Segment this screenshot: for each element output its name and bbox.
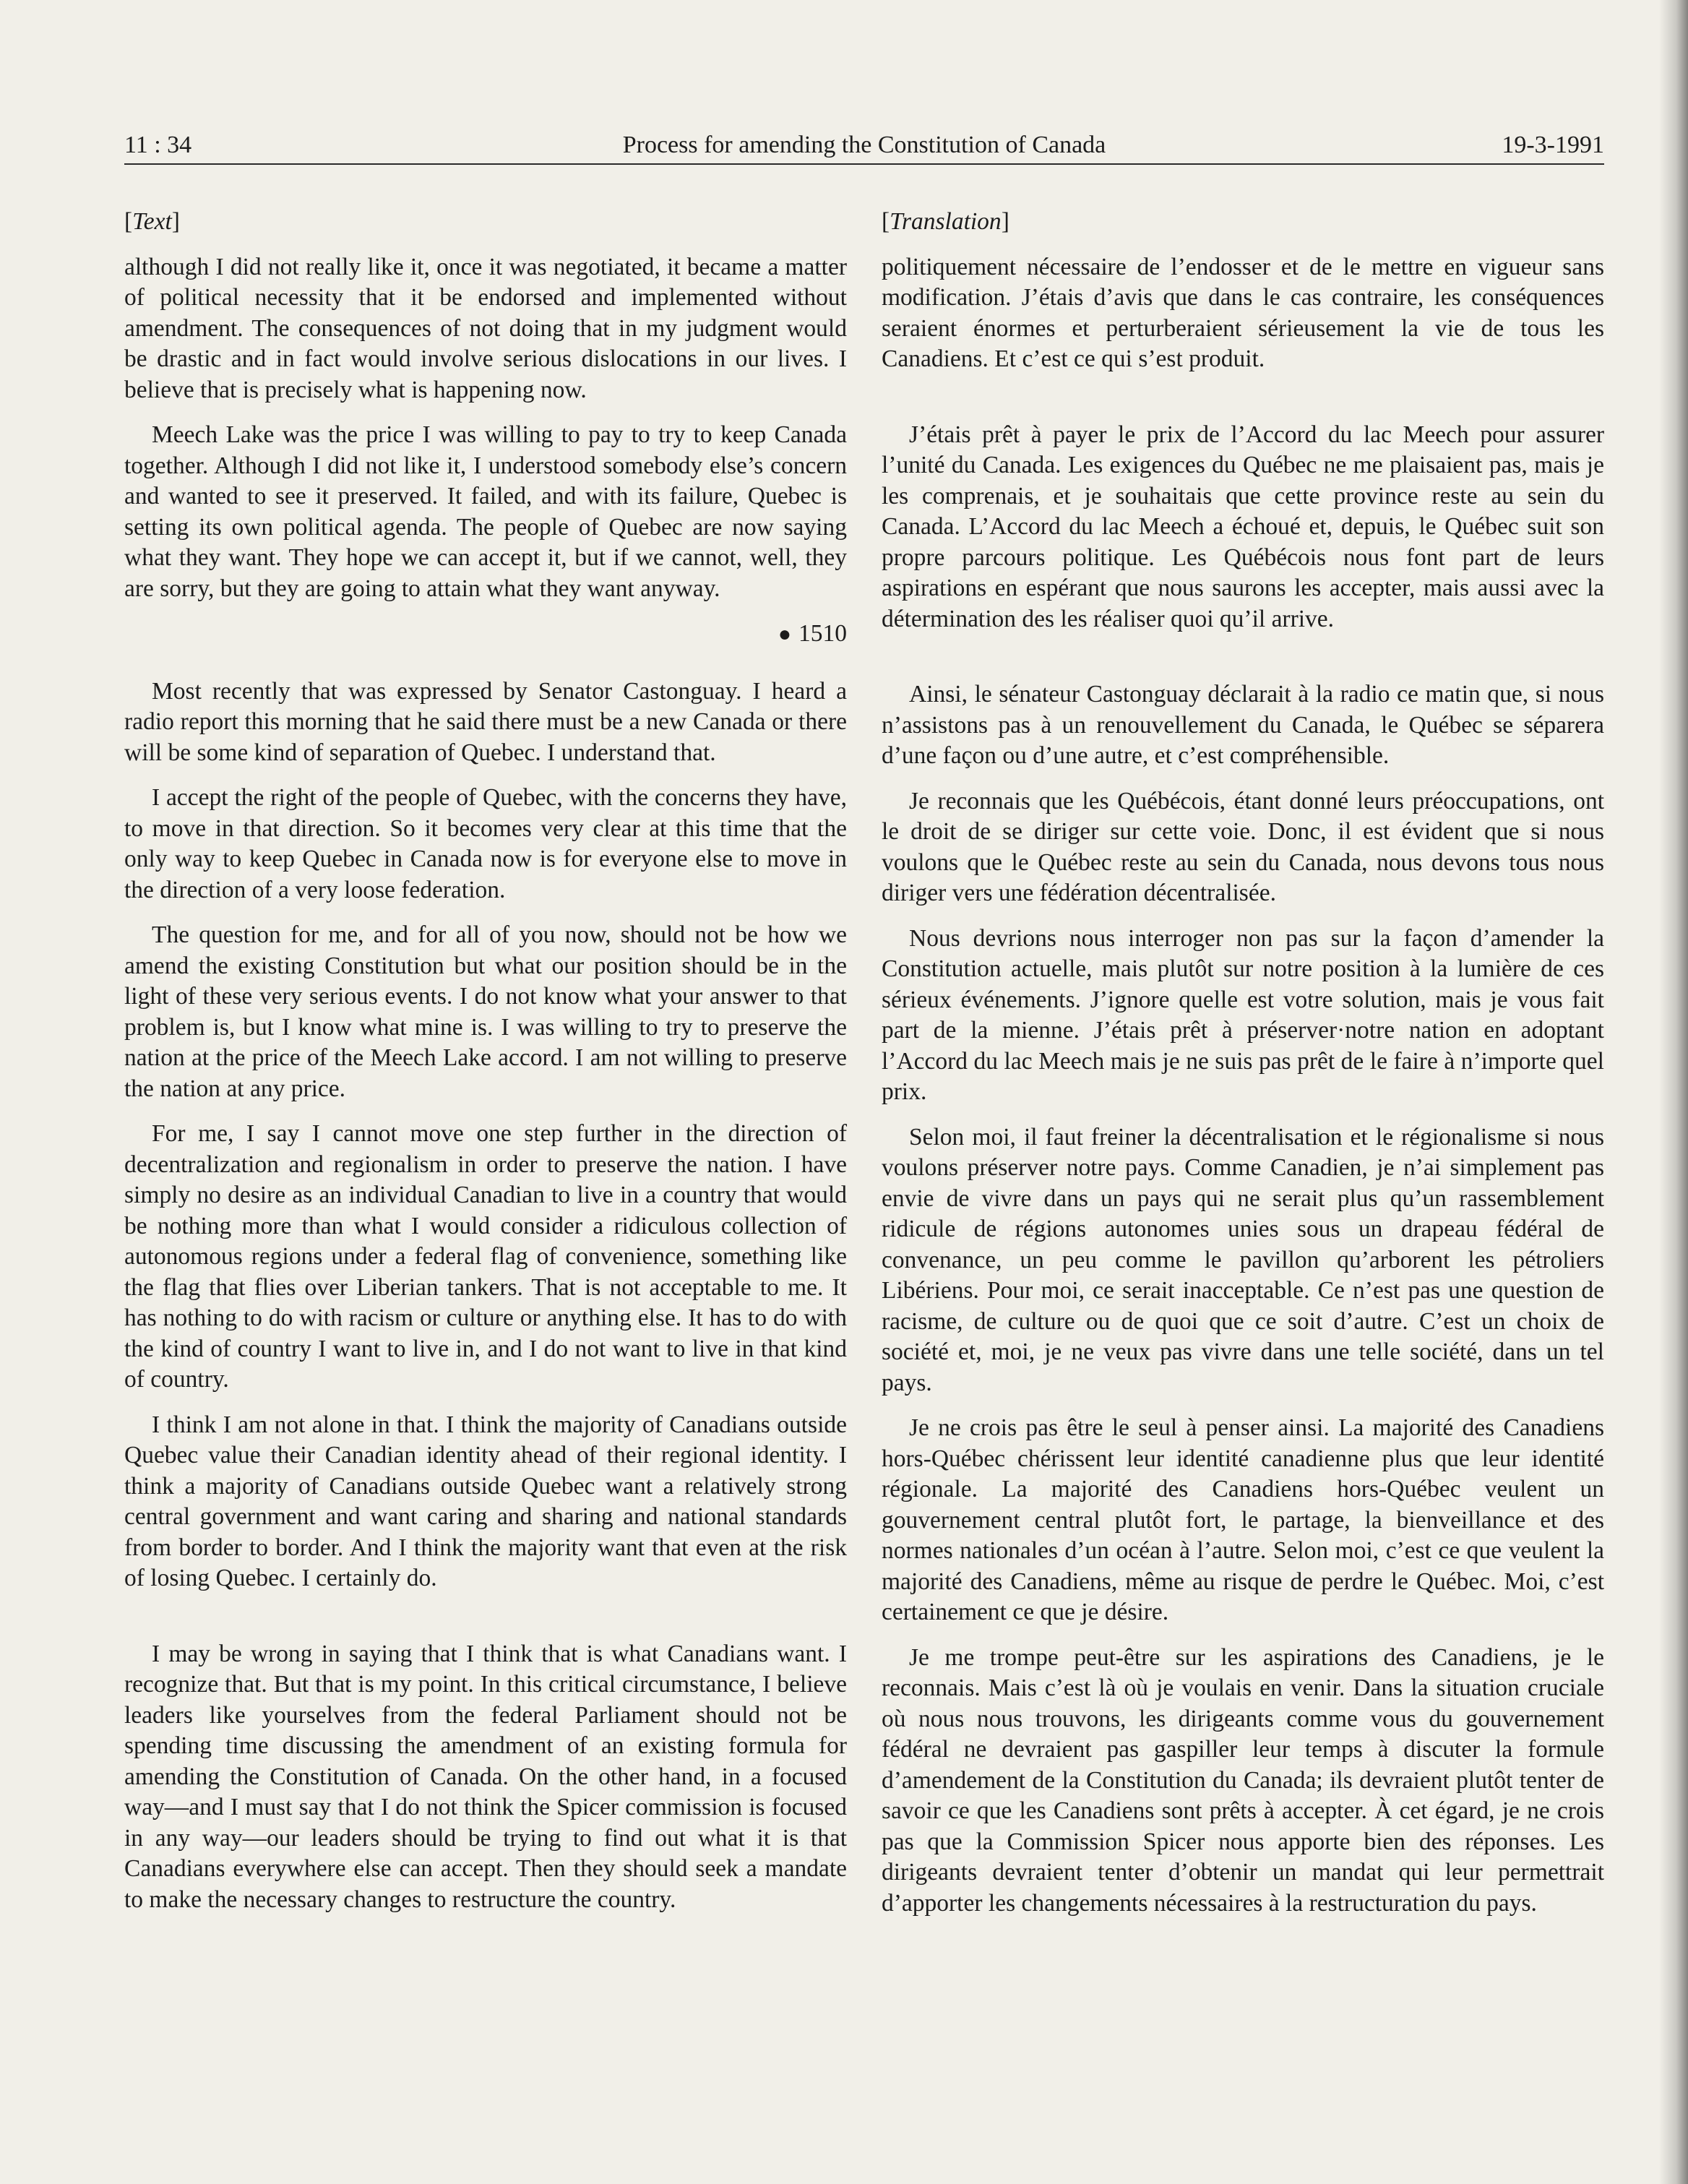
document-title: Process for amending the Constitution of Canada [622, 132, 1106, 158]
paragraph: J’étais prêt à payer le prix de l’Accord du lac Meech pour assurer l’unité du Canada. Les exigences du Québec ne me plaisaient pas, mais je les comprenais, et je souhaitais que cette province reste au sein du Canada. L’Accord du lac Meech a échoué et, depuis, le Québec suit son propre parcours politique. Les Québécois nous font part de leurs aspirations en espérant que nous saurons les accepter, mais aussi avec la détermination des les réaliser quoi qu’il arrive. [882, 421, 1604, 632]
paragraph: Je reconnais que les Québécois, étant donné leurs préoccupations, ont le droit de se diriger sur cette voie. Donc, il est évident que si nous voulons que le Québec reste au sein du Canada, nous devons tous nous diriger vers une fédération décentralisée. [882, 787, 1604, 906]
timestamp: ● 1510 [778, 620, 847, 647]
page-reference: 11 : 34 [124, 132, 192, 158]
page-header [124, 127, 1604, 165]
french-column-label: [Translation] [882, 208, 1009, 235]
paragraph: Je me trompe peut-être sur les aspirations des Canadiens, je le reconnais. Mais c’est là où je voulais en venir. Dans la situation cruciale où nous nous trouvons, les dirigeants comme vous du gouvernement fédéral ne devraient pas gaspiller leur temps à discuter la formule d’amendement de la Constitution du Canada; ils devraient plutôt tenter de savoir ce que les Canadiens sont prêts à accepter. À cet égard, je ne crois pas que la Commission Spicer nous apporte bien des réponses. Les dirigeants devraient tenter d’obtenir un mandat qui leur permettrait d’apporter les changements nécessaires à la restructuration du pays. [882, 1643, 1604, 1917]
english-column-label: [Text] [124, 208, 180, 235]
bullet-icon: ● [778, 622, 791, 646]
paragraph: Nous devrions nous interroger non pas sur la façon d’amender la Constitution actuelle, mais plutôt sur notre position à la lumière de ces sérieux événements. J’ignore quelle est votre solution, mais je vous fait part de la mienne. J’étais prêt à préserver·notre nation en adoptant l’Accord du lac Meech mais je ne suis pas prêt de le faire à n’importe quel prix. [882, 924, 1604, 1105]
paragraph: although I did not really like it, once it was negotiated, it became a matter of political necessity that it be endorsed and implemented without amendment. The consequences of not doing that in my judgment would be drastic and in fact would involve serious dislocations in our lives. I believe that is precisely what is happening now. [124, 253, 847, 403]
document-date: 19-3-1991 [1502, 132, 1604, 158]
paragraph: Most recently that was expressed by Senator Castonguay. I heard a radio report this morning that he said there must be a new Canada or there will be some kind of separation of Quebec. I understand that. [124, 677, 847, 766]
paragraph: For me, I say I cannot move one step further in the direction of decentralization and regionalism in order to preserve the nation. I have simply no desire as an individual Canadian to live in a country that would be nothing more than what I would consider a ridiculous collection of autonomous regions under a federal flag of convenience, something like the flag that flies over Liberian tankers. That is not acceptable to me. It has nothing to do with racism or culture or anything else. It has to do with the kind of country I want to live in, and I do not want to live in that kind of country. [124, 1120, 847, 1393]
english-column [124, 207, 847, 1930]
paragraph: Selon moi, il faut freiner la décentralisation et le régionalisme si nous voulons préserver notre pays. Comme Canadien, je n’ai simplement pas envie de vivre dans un pays qui ne serait plus qu’un rassemblement ridicule de régions autonomes unies sous un drapeau fédéral de convenance, un peu comme le pavillon qu’arborent les pétroliers Libériens. Pour moi, ce serait inacceptable. Ce n’est pas une question de racisme, de culture ou de quoi que ce soit d’autre. C’est un choix de société et, moi, je ne veux pas vivre dans une telle société, dans un tel pays. [882, 1123, 1604, 1396]
paragraph: Je ne crois pas être le seul à penser ainsi. La majorité des Canadiens hors-Québec chérissent leur identité canadienne plus que leur identité régionale. La majorité des Canadiens hors-Québec veulent un gouvernement central plutôt fort, le partage, la bienveillance et des normes nationales d’un océan à l’autre. Selon moi, c’est ce que veulent la majorité des Canadiens, même au risque de perdre le Québec. Moi, c’est certainement ce que je désire. [882, 1414, 1604, 1625]
paragraph: Meech Lake was the price I was willing to pay to try to keep Canada together. Although I did not like it, I understood somebody else’s concern and wanted to see it preserved. It failed, and with its failure, Quebec is setting its own political agenda. The people of Quebec are now saying what they want. They hope we can accept it, but if we cannot, well, they are sorry, but they are going to attain what they want anyway. [124, 421, 847, 602]
page-edge-shadow [1659, 0, 1688, 2184]
paragraph: I think I am not alone in that. I think the majority of Canadians outside Quebec value their Canadian identity ahead of their regional identity. I think a majority of Canadians outside Quebec want a relatively strong central government and want caring and sharing and national standards from border to border. And I think the majority want that even at the risk of losing Quebec. I certainly do. [124, 1411, 847, 1591]
paragraph: Ainsi, le sénateur Castonguay déclarait à la radio ce matin que, si nous n’assistons pas à un renouvellement du Canada, le Québec se séparera d’une façon ou d’une autre, et c’est compréhensible. [882, 681, 1604, 769]
paragraph: I accept the right of the people of Quebec, with the concerns they have, to move in that direction. So it becomes very clear at this time that the only way to keep Quebec in Canada now is for everyone else to move in the direction of a very loose federation. [124, 784, 847, 903]
paragraph: The question for me, and for all of you now, should not be how we amend the existing Constitution but what our position should be in the light of these very serious events. I do not know what your answer to that problem is, but I know what mine is. I was willing to try to preserve the nation at the price of the Meech Lake accord. I am not willing to preserve the nation at any price. [124, 921, 847, 1102]
paragraph: I may be wrong in saying that I think that is what Canadians want. I recognize that. But that is my point. In this critical circumstance, I believe leaders like yourselves from the federal Parliament should not be spending time discussing the amendment of an existing formula for amending the Constitution of Canada. On the other hand, in a focused way—and I must say that I do not think the Spicer commission is focused in any way—our leaders should be trying to find out what it is that Canadians everywhere else can accept. Then they should seek a mandate to make the necessary changes to restructure the country. [124, 1640, 847, 1913]
paragraph: politiquement nécessaire de l’endosser et de le mettre en vigueur sans modification. J’étais d’avis que dans le cas contraire, les conséquences seraient énormes et perturberaient sérieusement la vie de tous les Canadiens. Et c’est ce qui s’est produit. [882, 253, 1604, 372]
french-column [882, 207, 1604, 1933]
